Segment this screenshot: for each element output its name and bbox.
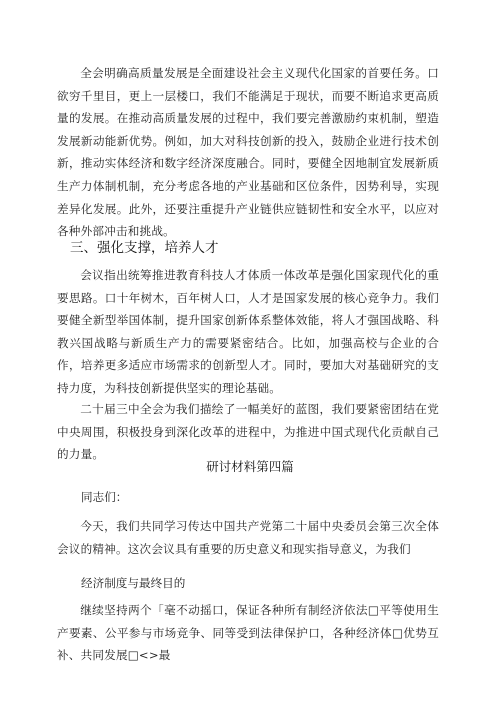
- paragraph-two-unwavering: 继续坚持两个「毫不动摇口，保证各种所有制经济依法□平等使用生产要素、公平参与市场竞争、同等受到法律保护口，各种经济体□优势互补、共同发展□<>最: [57, 603, 439, 663]
- subheading-economic-system: 经济制度与最终目的: [81, 576, 186, 590]
- paragraph-education-talent: 会议指出统筹推进教育科技人才体质一体改革是强化国家现代化的重要思路。口十年树木，百年树人口，人才是国家发展的核心竞争力。我们要健全新型举国体制，提升国家创新体系整体效能，将人才强国战略、科教兴国战略与新质生产力的需要紧密结合。比如，加强高校与企业的合作，培养更多适应市场需求的创新型人才。同时，要加大对基础研究的支持力度，为科技创新提供坚实的理论基础。: [57, 268, 439, 395]
- section-heading-talent: 三、强化支撑，培养人才: [70, 240, 219, 256]
- paragraph-blueprint: 二十届三中全会为我们描绘了一幅美好的蓝图，我们要紧密团结在党中央周围，积极投身到深化改革的进程中，为推进中国式现代化贡献自己的力量。: [57, 402, 439, 462]
- greeting: 同志们：: [81, 490, 128, 504]
- paragraph-today: 今天，我们共同学习传达中国共产党第二十届中央委员会第三次全体会议的精神。这次会议具有重要的历史意义和现实指导意义，为我们: [57, 519, 439, 556]
- section-title-fourth: 研讨材料第四篇: [206, 459, 294, 474]
- paragraph-high-quality-development: 全会明确高质量发展是全面建设社会主义现代化国家的首要任务。口欲穷千里目，更上一层楼口，我们不能满足于现状，而要不断追求更高质量的发展。在推动高质量发展的过程中，我们要完善激励约束机制，塑造发展新动能新优势。例如，加大对科技创新的投入，鼓励企业进行技术创新，推动实体经济和数字经济深度融合。同时，要健全因地制宜发展新质生产力体制机制，充分考虑各地的产业基础和区位条件，因势利导，实现差异化发展。此外，还要注重提升产业链供应链韧性和安全水平，以应对各种外部冲击和挑战。: [57, 66, 439, 239]
